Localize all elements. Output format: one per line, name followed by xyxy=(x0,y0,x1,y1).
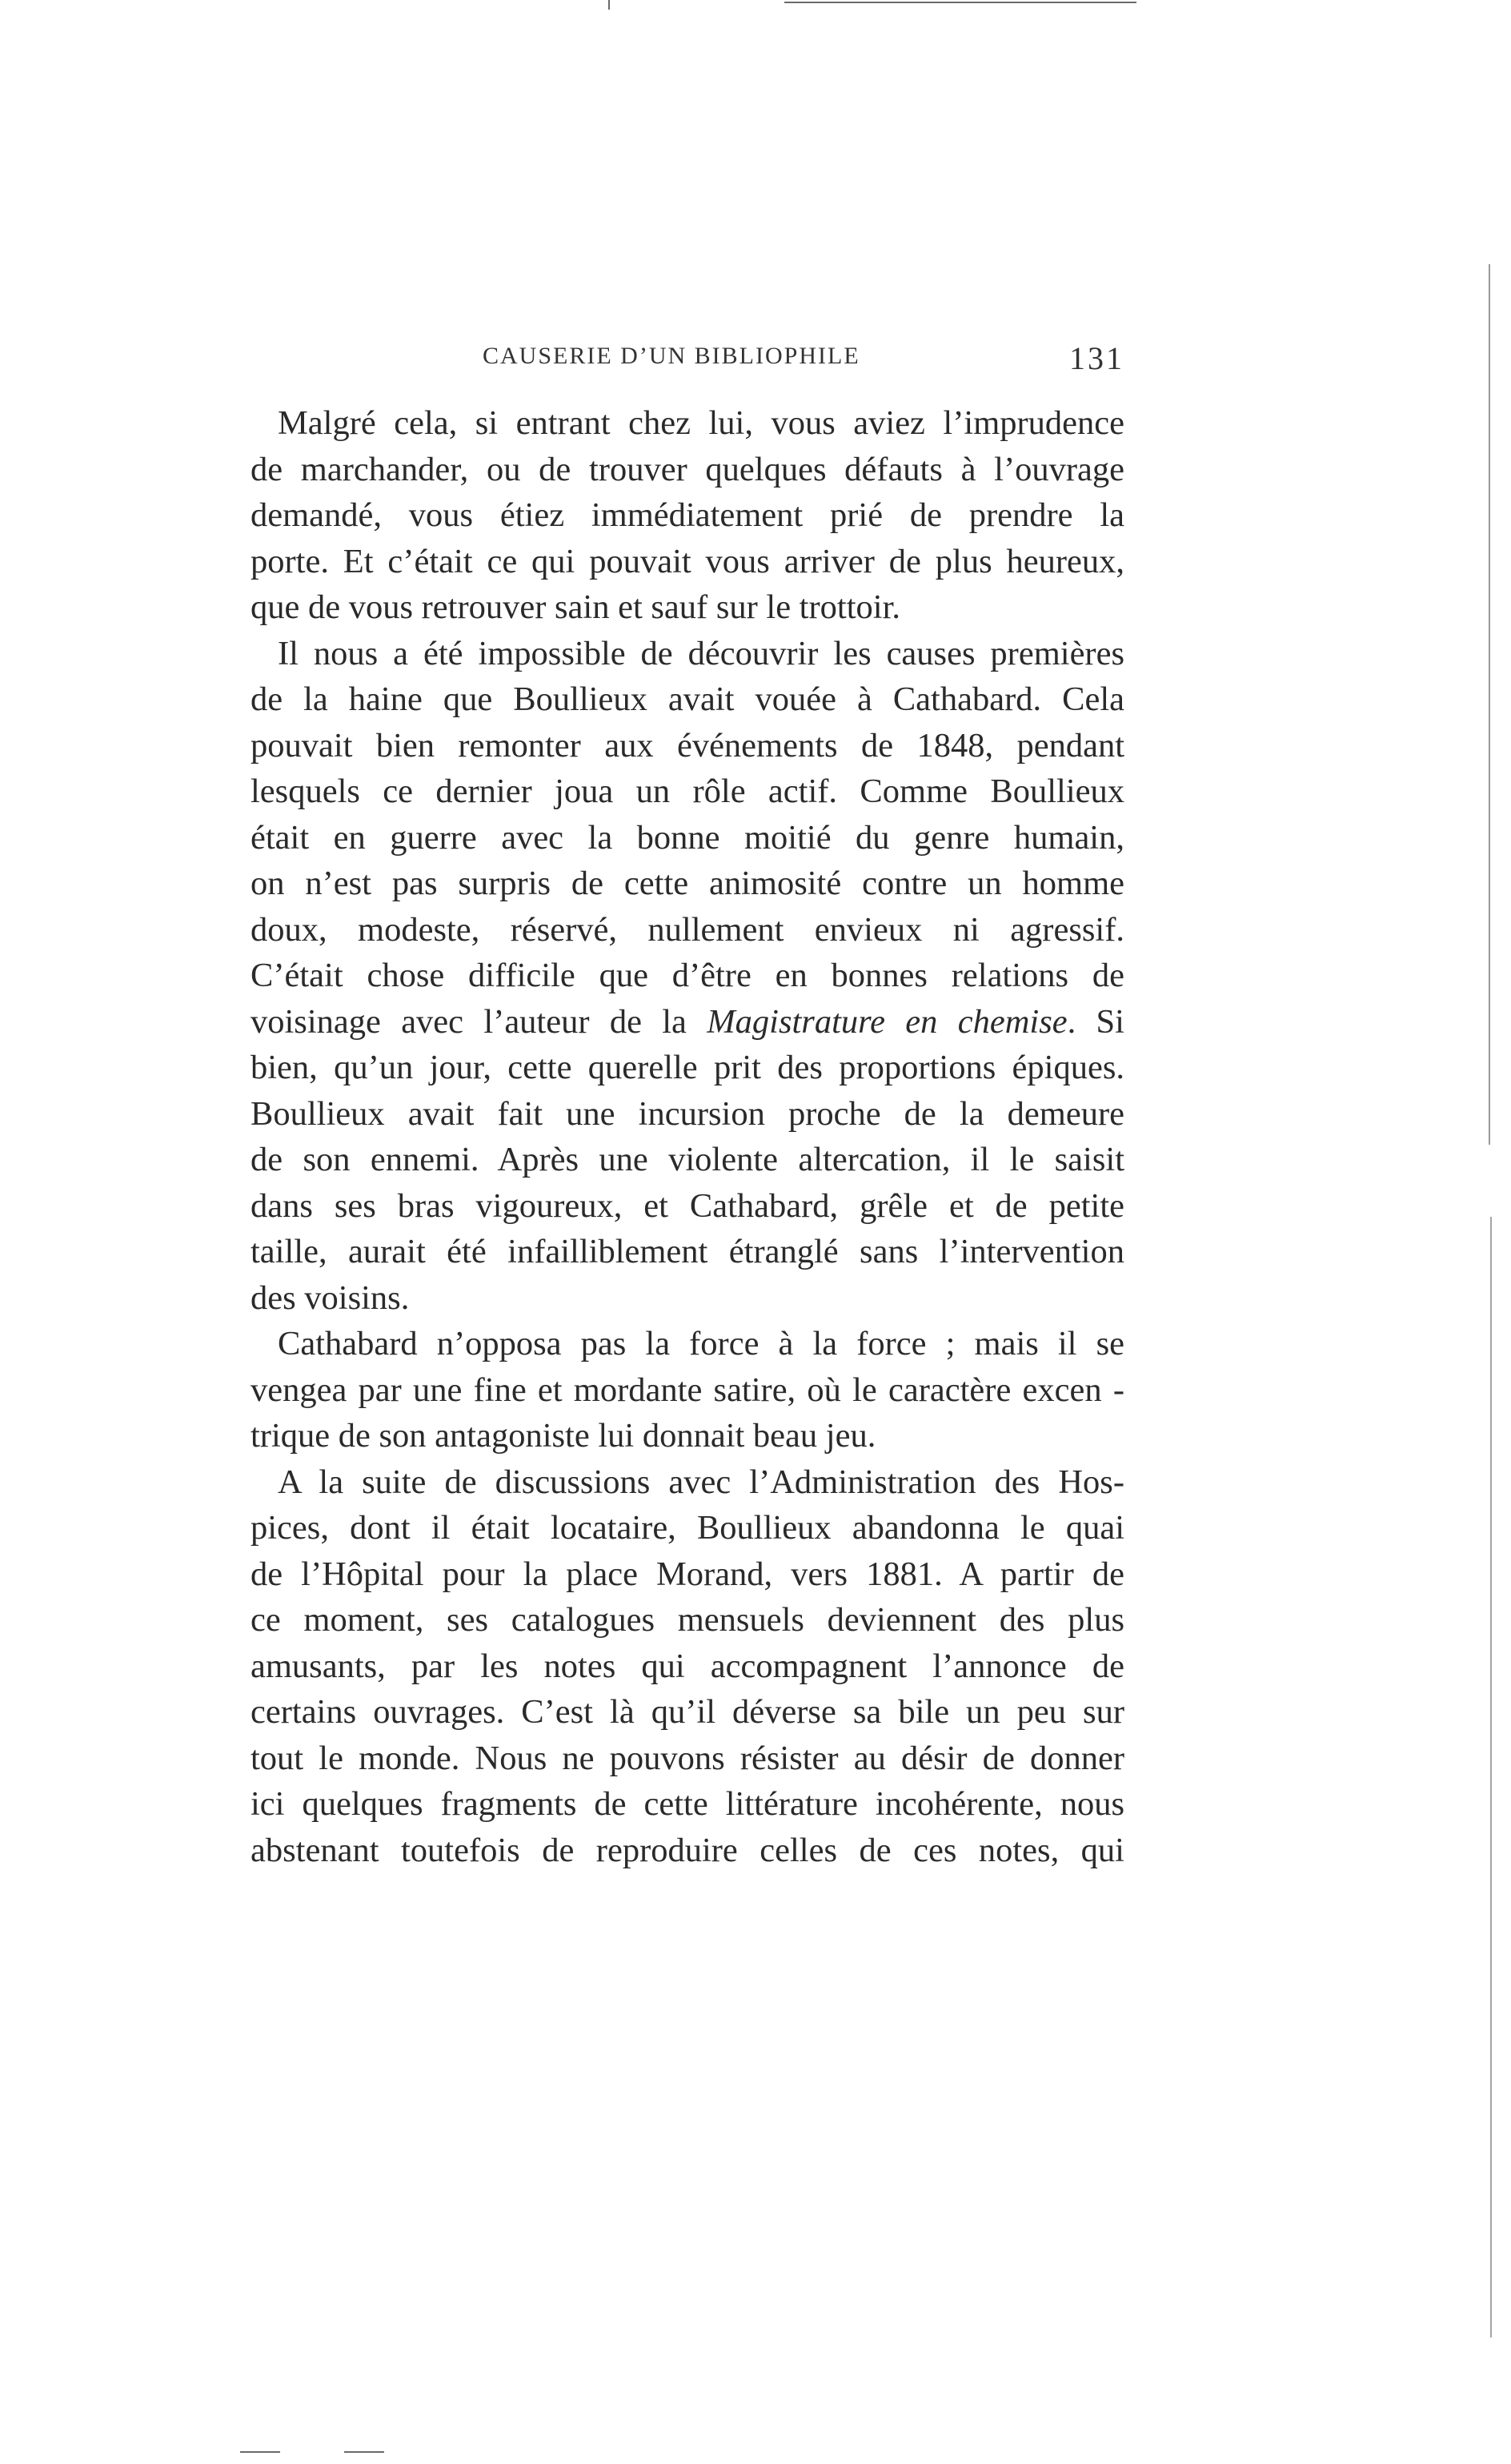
text-line: Boullieux avait fait une incursion proche de la demeure xyxy=(250,1094,1124,1133)
paragraph-1 xyxy=(250,400,1124,631)
text-line: dans ses bras vigoureux, et Cathabard, grêle et de petite xyxy=(250,1186,1124,1225)
text-fragment: . Si xyxy=(1067,1002,1124,1041)
text-line: de la haine que Boullieux avait vouée à Cathabard. Cela xyxy=(250,680,1124,718)
text-line: était en guerre avec la bonne moitié du genre humain, xyxy=(250,818,1124,857)
running-header xyxy=(250,339,1124,387)
text-line: A la suite de discussions avec l’Administration des Hos- xyxy=(278,1463,1124,1501)
book-title-italic: Magistrature en chemise xyxy=(707,1002,1068,1041)
text-line: demandé, vous étiez immédiatement prié de prendre la xyxy=(250,496,1124,534)
text-line: Malgré cela, si entrant chez lui, vous aviez l’imprudence xyxy=(278,404,1124,442)
text-fragment: voisinage avec l’auteur de la xyxy=(250,1002,707,1041)
text-line: doux, modeste, réservé, nullement envieux ni agressif. xyxy=(250,910,1124,949)
text-line: certains ouvrages. C’est là qu’il déverse sa bile un peu sur xyxy=(250,1693,1124,1731)
text-line: abstenant toutefois de reproduire celles de ces notes, qui xyxy=(250,1831,1124,1869)
scan-edge-mark xyxy=(1489,264,1490,1145)
page-number: 131 xyxy=(1069,340,1124,376)
text-line: vengea par une fine et mordante satire, où le caractère excen - xyxy=(250,1370,1124,1409)
scan-edge-mark xyxy=(784,2,1136,3)
scan-edge-mark xyxy=(608,0,610,10)
text-line: Il nous a été impossible de découvrir les causes premières xyxy=(278,634,1124,672)
scan-edge-mark xyxy=(1490,1217,1492,2338)
body-text xyxy=(250,400,1124,1873)
text-line: de marchander, ou de trouver quelques défauts à l’ouvrage xyxy=(250,450,1124,488)
running-title: CAUSERIE D’UN BIBLIOPHILE xyxy=(483,343,860,369)
text-line-with-title xyxy=(250,999,1124,1045)
text-line: on n’est pas surpris de cette animosité contre un homme xyxy=(250,865,1124,902)
text-line: tout le monde. Nous ne pouvons résister au désir de donner xyxy=(250,1739,1124,1777)
paragraph-4 xyxy=(250,1459,1124,1874)
paragraph-3 xyxy=(250,1321,1124,1459)
text-line: lesquels ce dernier joua un rôle actif. Comme Boullieux xyxy=(250,773,1124,810)
text-line: porte. Et c’était ce qui pouvait vous arriver de plus heureux, xyxy=(250,542,1124,580)
text-line: des voisins. xyxy=(250,1278,410,1317)
text-line: bien, qu’un jour, cette querelle prit des proportions épiques. xyxy=(250,1049,1124,1086)
text-line: Cathabard n’opposa pas la force à la force ; mais il se xyxy=(278,1325,1124,1362)
text-line: de son ennemi. Après une violente altercation, il le saisit xyxy=(250,1141,1124,1178)
text-line: C’était chose difficile que d’être en bonnes relations de xyxy=(250,957,1124,994)
text-line: que de vous retrouver sain et sauf sur le trottoir. xyxy=(250,588,901,626)
text-line: taille, aurait été infailliblement étranglé sans l’intervention xyxy=(250,1233,1124,1270)
text-line: amusants, par les notes qui accompagnent l’annonce de xyxy=(250,1647,1124,1685)
scan-edge-mark xyxy=(344,2451,384,2453)
text-line: pouvait bien remonter aux événements de 1848, pendant xyxy=(250,726,1124,764)
text-line: ce moment, ses catalogues mensuels deviennent des plus xyxy=(250,1601,1124,1639)
text-line: ici quelques fragments de cette littérature incohérente, nous xyxy=(250,1785,1124,1823)
paragraph-2 xyxy=(250,631,1124,1322)
text-line: pices, dont il était locataire, Boullieux abandonna le quai xyxy=(250,1509,1124,1547)
scan-edge-mark xyxy=(240,2451,280,2453)
text-line: de l’Hôpital pour la place Morand, vers 1881. A partir de xyxy=(250,1555,1124,1593)
text-line: trique de son antagoniste lui donnait beau jeu. xyxy=(250,1417,876,1455)
